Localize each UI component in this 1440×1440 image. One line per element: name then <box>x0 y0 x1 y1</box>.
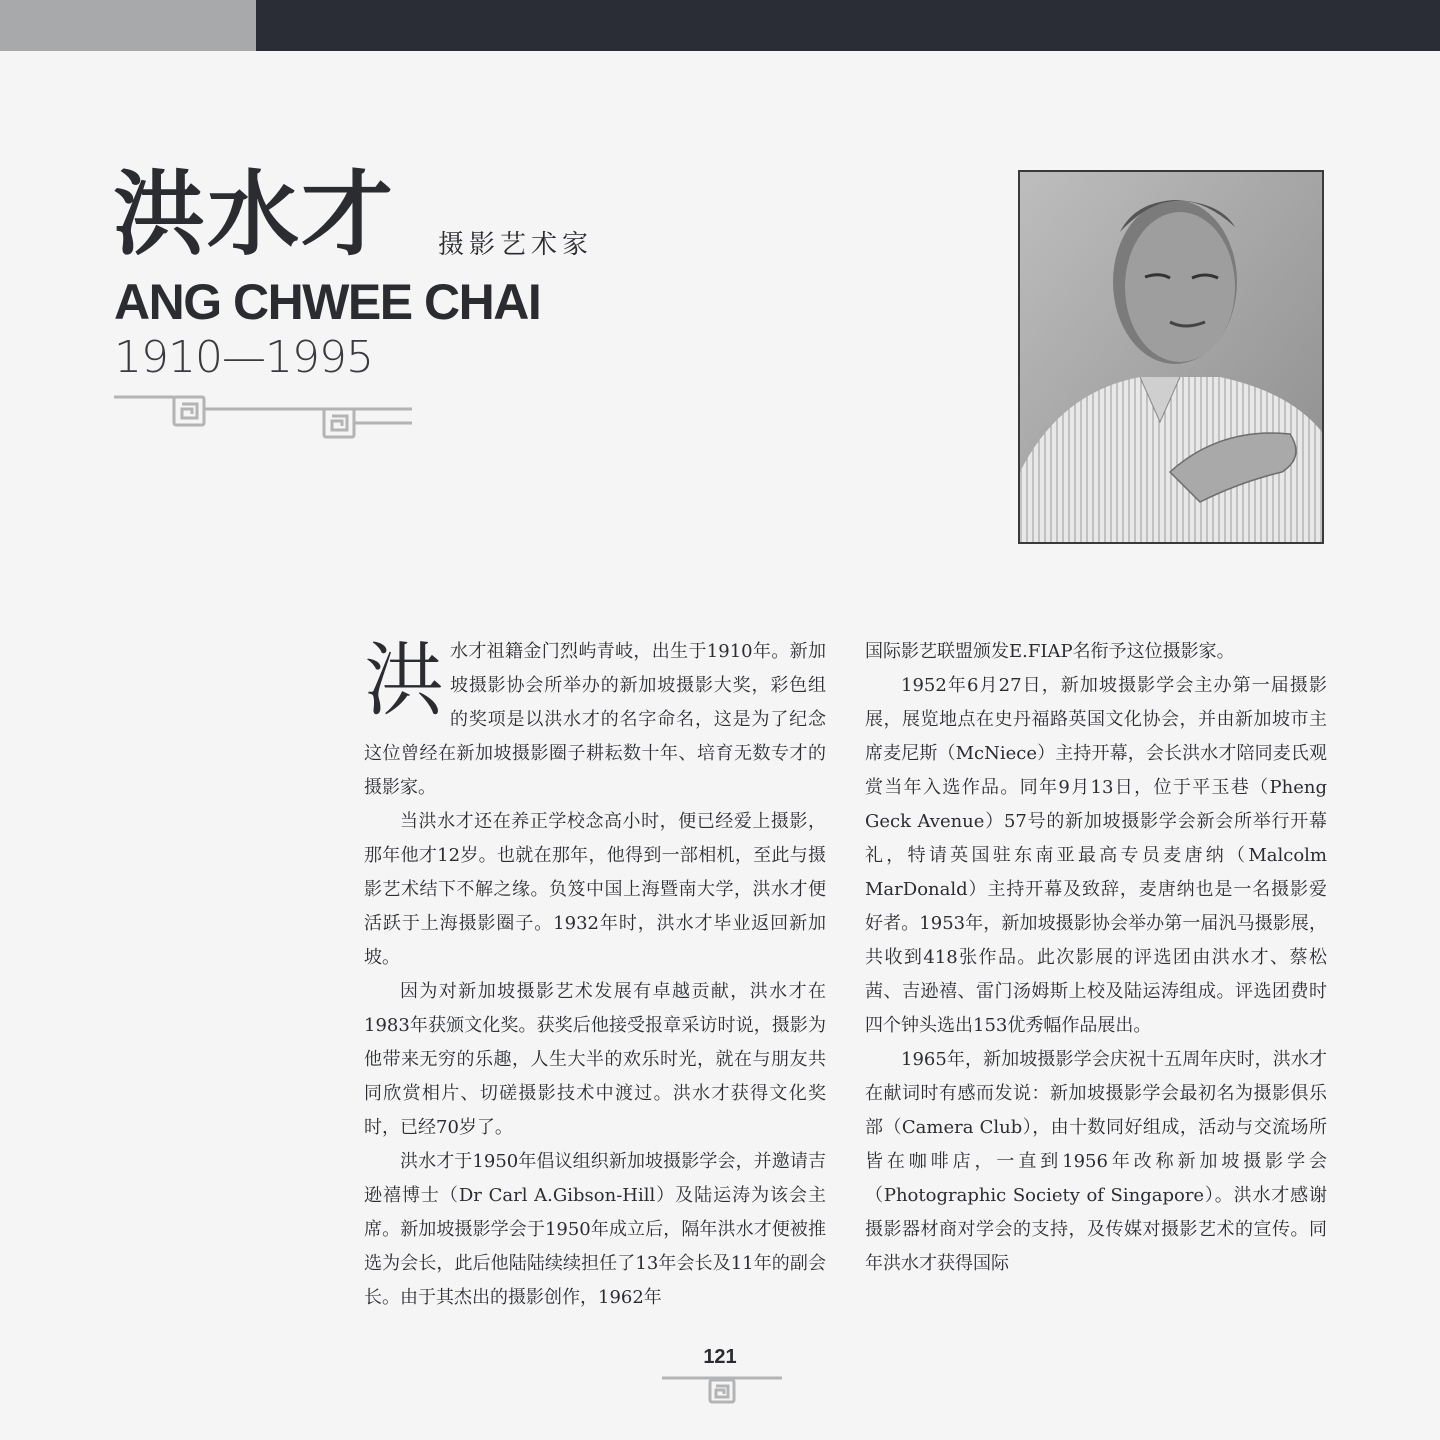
footer-fret-ornament-icon <box>660 1374 784 1404</box>
title-chinese-name: 洪水才 <box>113 161 396 268</box>
person-photo-icon <box>1020 172 1322 542</box>
body-column-right <box>865 635 1327 1281</box>
portrait-photo <box>1018 170 1324 544</box>
paragraph-right-3: 1965年，新加坡摄影学会庆祝十五周年庆时，洪水才在献词时有感而发说：新加坡摄影学会最初名为摄影俱乐部（Camera Club），由十数同好组成，活动与交流场所皆在咖啡店，一直到1956年改称新加坡摄影学会（Photographic Society of Singapore）。洪水才感谢摄影器材商对学会的支持，及传媒对摄影艺术的宣传。同年洪水才获得国际 <box>865 1049 1327 1274</box>
paragraph-left-3: 因为对新加坡摄影艺术发展有卓越贡献，洪水才在1983年获颁文化奖。获奖后他接受报章采访时说，摄影为他带来无穷的乐趣，人生大半的欢乐时光，就在与朋友共同欣赏相片、切磋摄影技术中渡过。洪水才获得文化奖时，已经70岁了。 <box>364 981 826 1138</box>
body-column-left <box>364 635 826 1315</box>
paragraph-left-4: 洪水才于1950年倡议组织新加坡摄影学会，并邀请吉逊禧博士（Dr Carl A.Gibson-Hill）及陆运涛为该会主席。新加坡摄影学会于1950年成立后，隔年洪水才便被推选为会长，此后他陆陆续续担任了13年会长及11年的副会长。由于其杰出的摄影创作，1962年 <box>364 1151 826 1308</box>
paragraph-left-1: 水才祖籍金门烈屿青岐，出生于1910年。新加坡摄影协会所举办的新加坡摄影大奖，彩色组的奖项是以洪水才的名字命名，这是为了纪念这位曾经在新加坡摄影圈子耕耘数十年、培育无数专才的摄影家。 <box>364 641 826 798</box>
fret-spiral-ornament-icon <box>112 392 416 444</box>
paragraph-right-1: 国际影艺联盟颁发E.FIAP名衔予这位摄影家。 <box>865 641 1235 662</box>
subtitle-profession: 摄影艺术家 <box>438 230 594 260</box>
life-years: 1910—1995 <box>114 332 373 383</box>
top-bar-light <box>0 0 256 51</box>
page-number: 121 <box>703 1346 737 1368</box>
title-english-name: ANG CHWEE CHAI <box>114 274 541 330</box>
dropcap-character: 洪 <box>364 634 444 727</box>
paragraph-left-2: 当洪水才还在养正学校念高小时，便已经爱上摄影，那年他才12岁。也就在那年，他得到一部相机，至此与摄影艺术结下不解之缘。负笈中国上海暨南大学，洪水才便活跃于上海摄影圈子。1932年时，洪水才毕业返回新加坡。 <box>364 811 826 968</box>
paragraph-right-2: 1952年6月27日，新加坡摄影学会主办第一届摄影展，展览地点在史丹福路英国文化协会，并由新加坡市主席麦尼斯（McNiece）主持开幕，会长洪水才陪同麦氏观赏当年入选作品。同年9月13日，位于平玉巷（Pheng Geck Avenue）57号的新加坡摄影学会新会所举行开幕礼，特请英国驻东南亚最高专员麦唐纳（Malcolm MarDonald）主持开幕及致辞，麦唐纳也是一名摄影爱好者。1953年，新加坡摄影协会举办第一届汎马摄影展，共收到418张作品。此次影展的评选团由洪水才、蔡松茜、吉逊禧、雷门汤姆斯上校及陆运涛组成。评选团费时四个钟头选出153优秀幅作品展出。 <box>865 675 1327 1036</box>
top-bar-dark <box>256 0 1440 51</box>
